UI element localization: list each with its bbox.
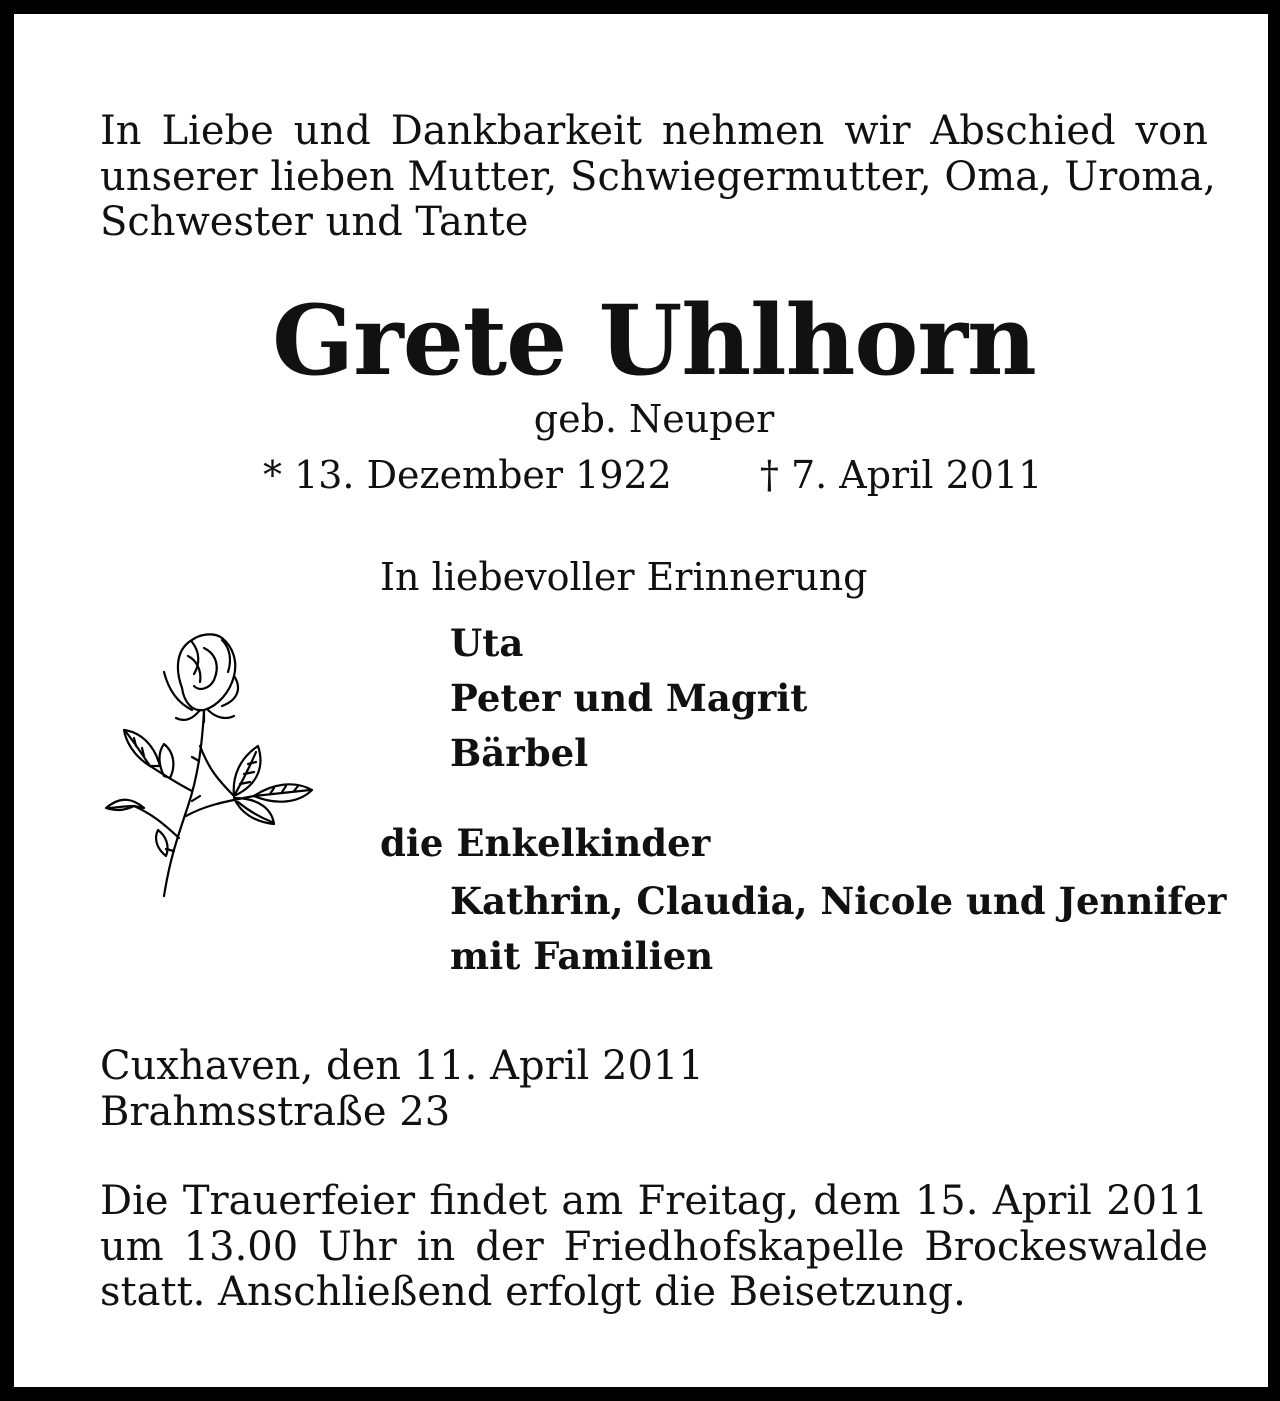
intro-line: In Liebe und Dankbarkeit nehmen wir Abschied von	[100, 108, 1208, 154]
mourner-name: Peter und Magrit	[450, 676, 808, 720]
rose-icon	[104, 626, 319, 901]
funeral-line: statt. Anschließend erfolgt die Beisetzung.	[100, 1269, 966, 1315]
grandchildren-heading: die Enkelkinder	[380, 821, 711, 865]
grandchildren-families: mit Familien	[450, 934, 714, 978]
mourner-name: Uta	[450, 621, 524, 665]
mourners-heading: In liebevoller Erinnerung	[380, 555, 868, 599]
grandchildren-names: Kathrin, Claudia, Nicole und Jennifer	[450, 879, 1227, 923]
street-address: Brahmsstraße 23	[100, 1088, 451, 1135]
mourner-name: Bärbel	[450, 731, 589, 775]
birth-name: geb. Neuper	[533, 397, 775, 441]
deceased-name: Grete Uhlhorn	[272, 284, 1036, 397]
funeral-info	[100, 1179, 1208, 1316]
death-date: † 7. April 2011	[759, 453, 1043, 497]
funeral-line: um 13.00 Uhr in der Friedhofskapelle Brockeswalde	[100, 1223, 1208, 1270]
intro-paragraph	[100, 108, 1216, 246]
intro-line: Schwester und Tante	[100, 199, 529, 245]
place-date-block	[100, 1044, 1208, 1135]
life-dates	[263, 452, 1042, 498]
birth-date: * 13. Dezember 1922	[263, 453, 672, 497]
city-date: Cuxhaven, den 11. April 2011	[100, 1043, 704, 1089]
intro-line: unserer lieben Mutter, Schwiegermutter, Oma, Uroma,	[100, 153, 1216, 200]
funeral-line: Die Trauerfeier findet am Freitag, dem 15. April 2011	[100, 1178, 1208, 1224]
